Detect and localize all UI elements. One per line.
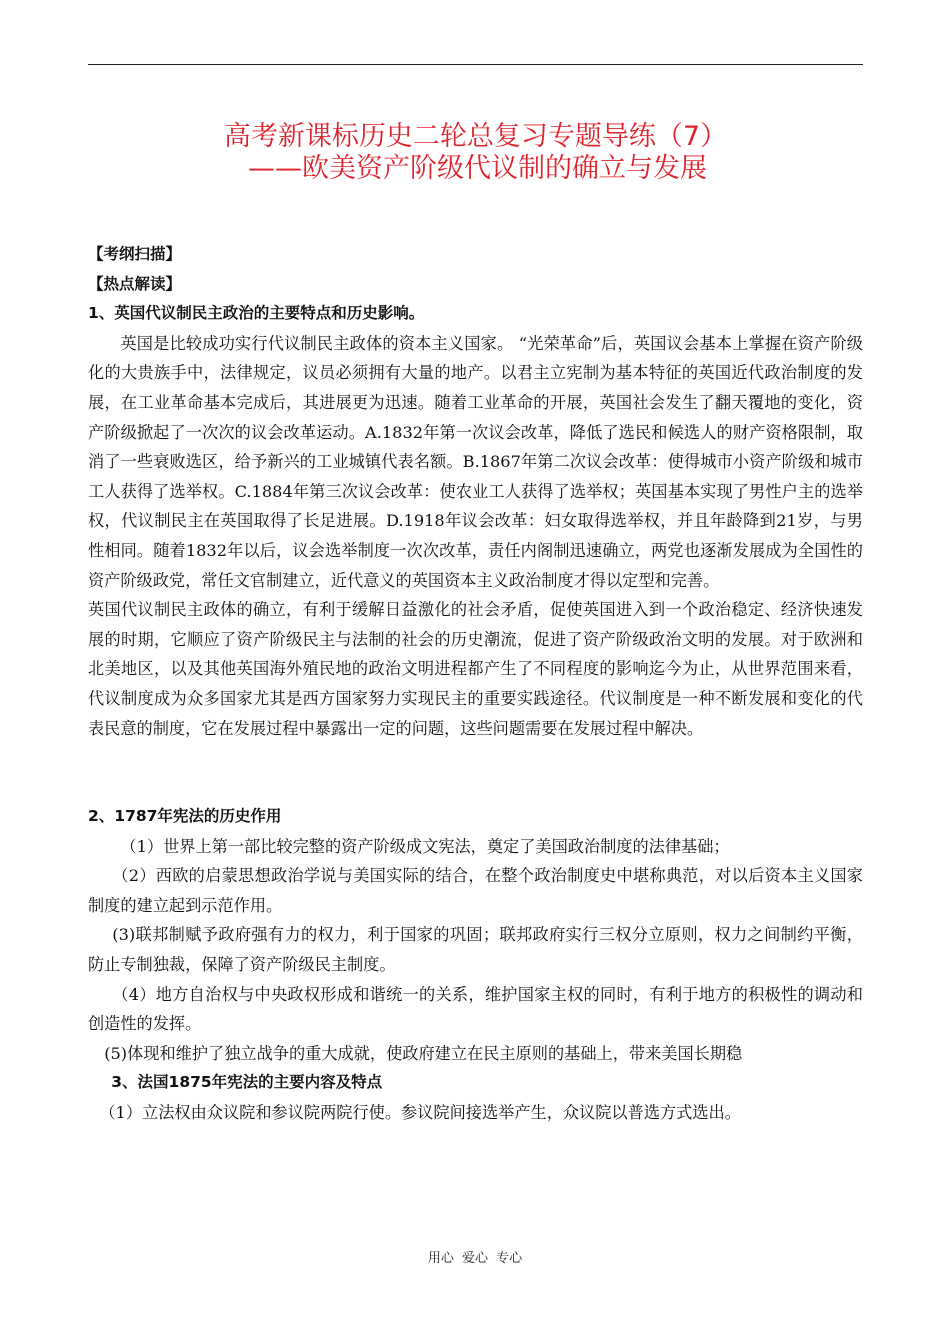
section1-paragraph-1: 英国是比较成功实行代议制民主政体的资本主义国家。 “光荣革命”后，英国议会基本上掌握在资产阶级化的大贵族手中，法律规定，议员必须拥有大量的地产。以君主立宪制为基本特征的英国近代政治制度的发展，在工业革命基本完成后，其进展更为迅速。随着工业革命的开展，英国社会发生了翻天覆地的变化，资产阶级掀起了一次次的议会改革运动。A.1832年第一次议会改革，降低了选民和候选人的财产资格限制，取消了一些衰败选区，给予新兴的工业城镇代表名额。B.1867年第二次议会改革：使得城市小资产阶级和城市工人获得了选举权。C.1884年第三次议会改革：使农业工人获得了选举权；英国基本实现了男性户主的选举权，代议制民主在英国取得了长足进展。D.1918年议会改革：妇女取得选举权，并且年龄降到21岁，与男性相同。随着1832年以后，议会选举制度一次次改革，责任内阁制迅速确立，两党也逐渐发展成为全国性的资产阶级政党，常任文官制建立，近代意义的英国资本主义政治制度才得以定型和完善。 — [88, 333, 863, 590]
section2-heading: 2、1787年宪法的历史作用 — [88, 807, 282, 826]
section3-item-1: （1）立法权由众议院和参议院两院行使。参议院间接选举产生，众议院以普选方式选出。 — [99, 1103, 741, 1123]
section-heading-kaogang: 【考纲扫描】 — [88, 245, 182, 263]
section2-item-4: （4）地方自治权与中央政权形成和谐统一的关系，维护国家主权的同时，有利于地方的积极性的调动和创造性的发挥。 — [88, 984, 863, 1034]
spacer — [88, 743, 863, 802]
section3-heading: 3、法国1875年宪法的主要内容及特点 — [111, 1073, 383, 1092]
section1-paragraph-2: 英国代议制民主政体的确立，有利于缓解日益激化的社会矛盾，促使英国进入到一个政治稳定、经济快速发展的时期，它顺应了资产阶级民主与法制的社会的历史潮流，促进了资产阶级政治文明的发展。对于欧洲和北美地区，以及其他英国海外殖民地的政治文明进程都产生了不同程度的影响迄今为止，从世界范围来看，代议制度成为众多国家尤其是西方国家努力实现民主的重要实践途径。代议制度是一种不断发展和变化的代表民意的制度，它在发展过程中暴露出一定的问题，这些问题需要在发展过程中解决。 — [88, 600, 863, 738]
document-body — [88, 240, 863, 1128]
header-rule — [88, 64, 863, 65]
document-title: 高考新课标历史二轮总复习专题导练（7） — [223, 121, 728, 152]
section-heading-redian: 【热点解读】 — [88, 274, 182, 293]
section2-item-1: （1）世界上第一部比较完整的资产阶级成文宪法，奠定了美国政治制度的法律基础； — [120, 836, 730, 856]
document-subtitle: ——欧美资产阶级代议制的确立与发展 — [248, 153, 707, 184]
page-footer: 用心 爱心 专心 — [427, 1251, 523, 1266]
section1-heading: 1、英国代议制民主政治的主要特点和历史影响。 — [88, 304, 425, 323]
section2-item-5: (5)体现和维护了独立战争的重大成就，使政府建立在民主原则的基础上，带来美国长期稳 — [104, 1043, 743, 1063]
section2-item-2: （2）西欧的启蒙思想政治学说与美国实际的结合，在整个政治制度史中堪称典范，对以后资本主义国家制度的建立起到示范作用。 — [88, 866, 863, 915]
section2-item-3: (3)联邦制赋予政府强有力的权力，利于国家的巩固；联邦政府实行三权分立原则，权力之间制约平衡，防止专制独裁，保障了资产阶级民主制度。 — [88, 925, 863, 975]
